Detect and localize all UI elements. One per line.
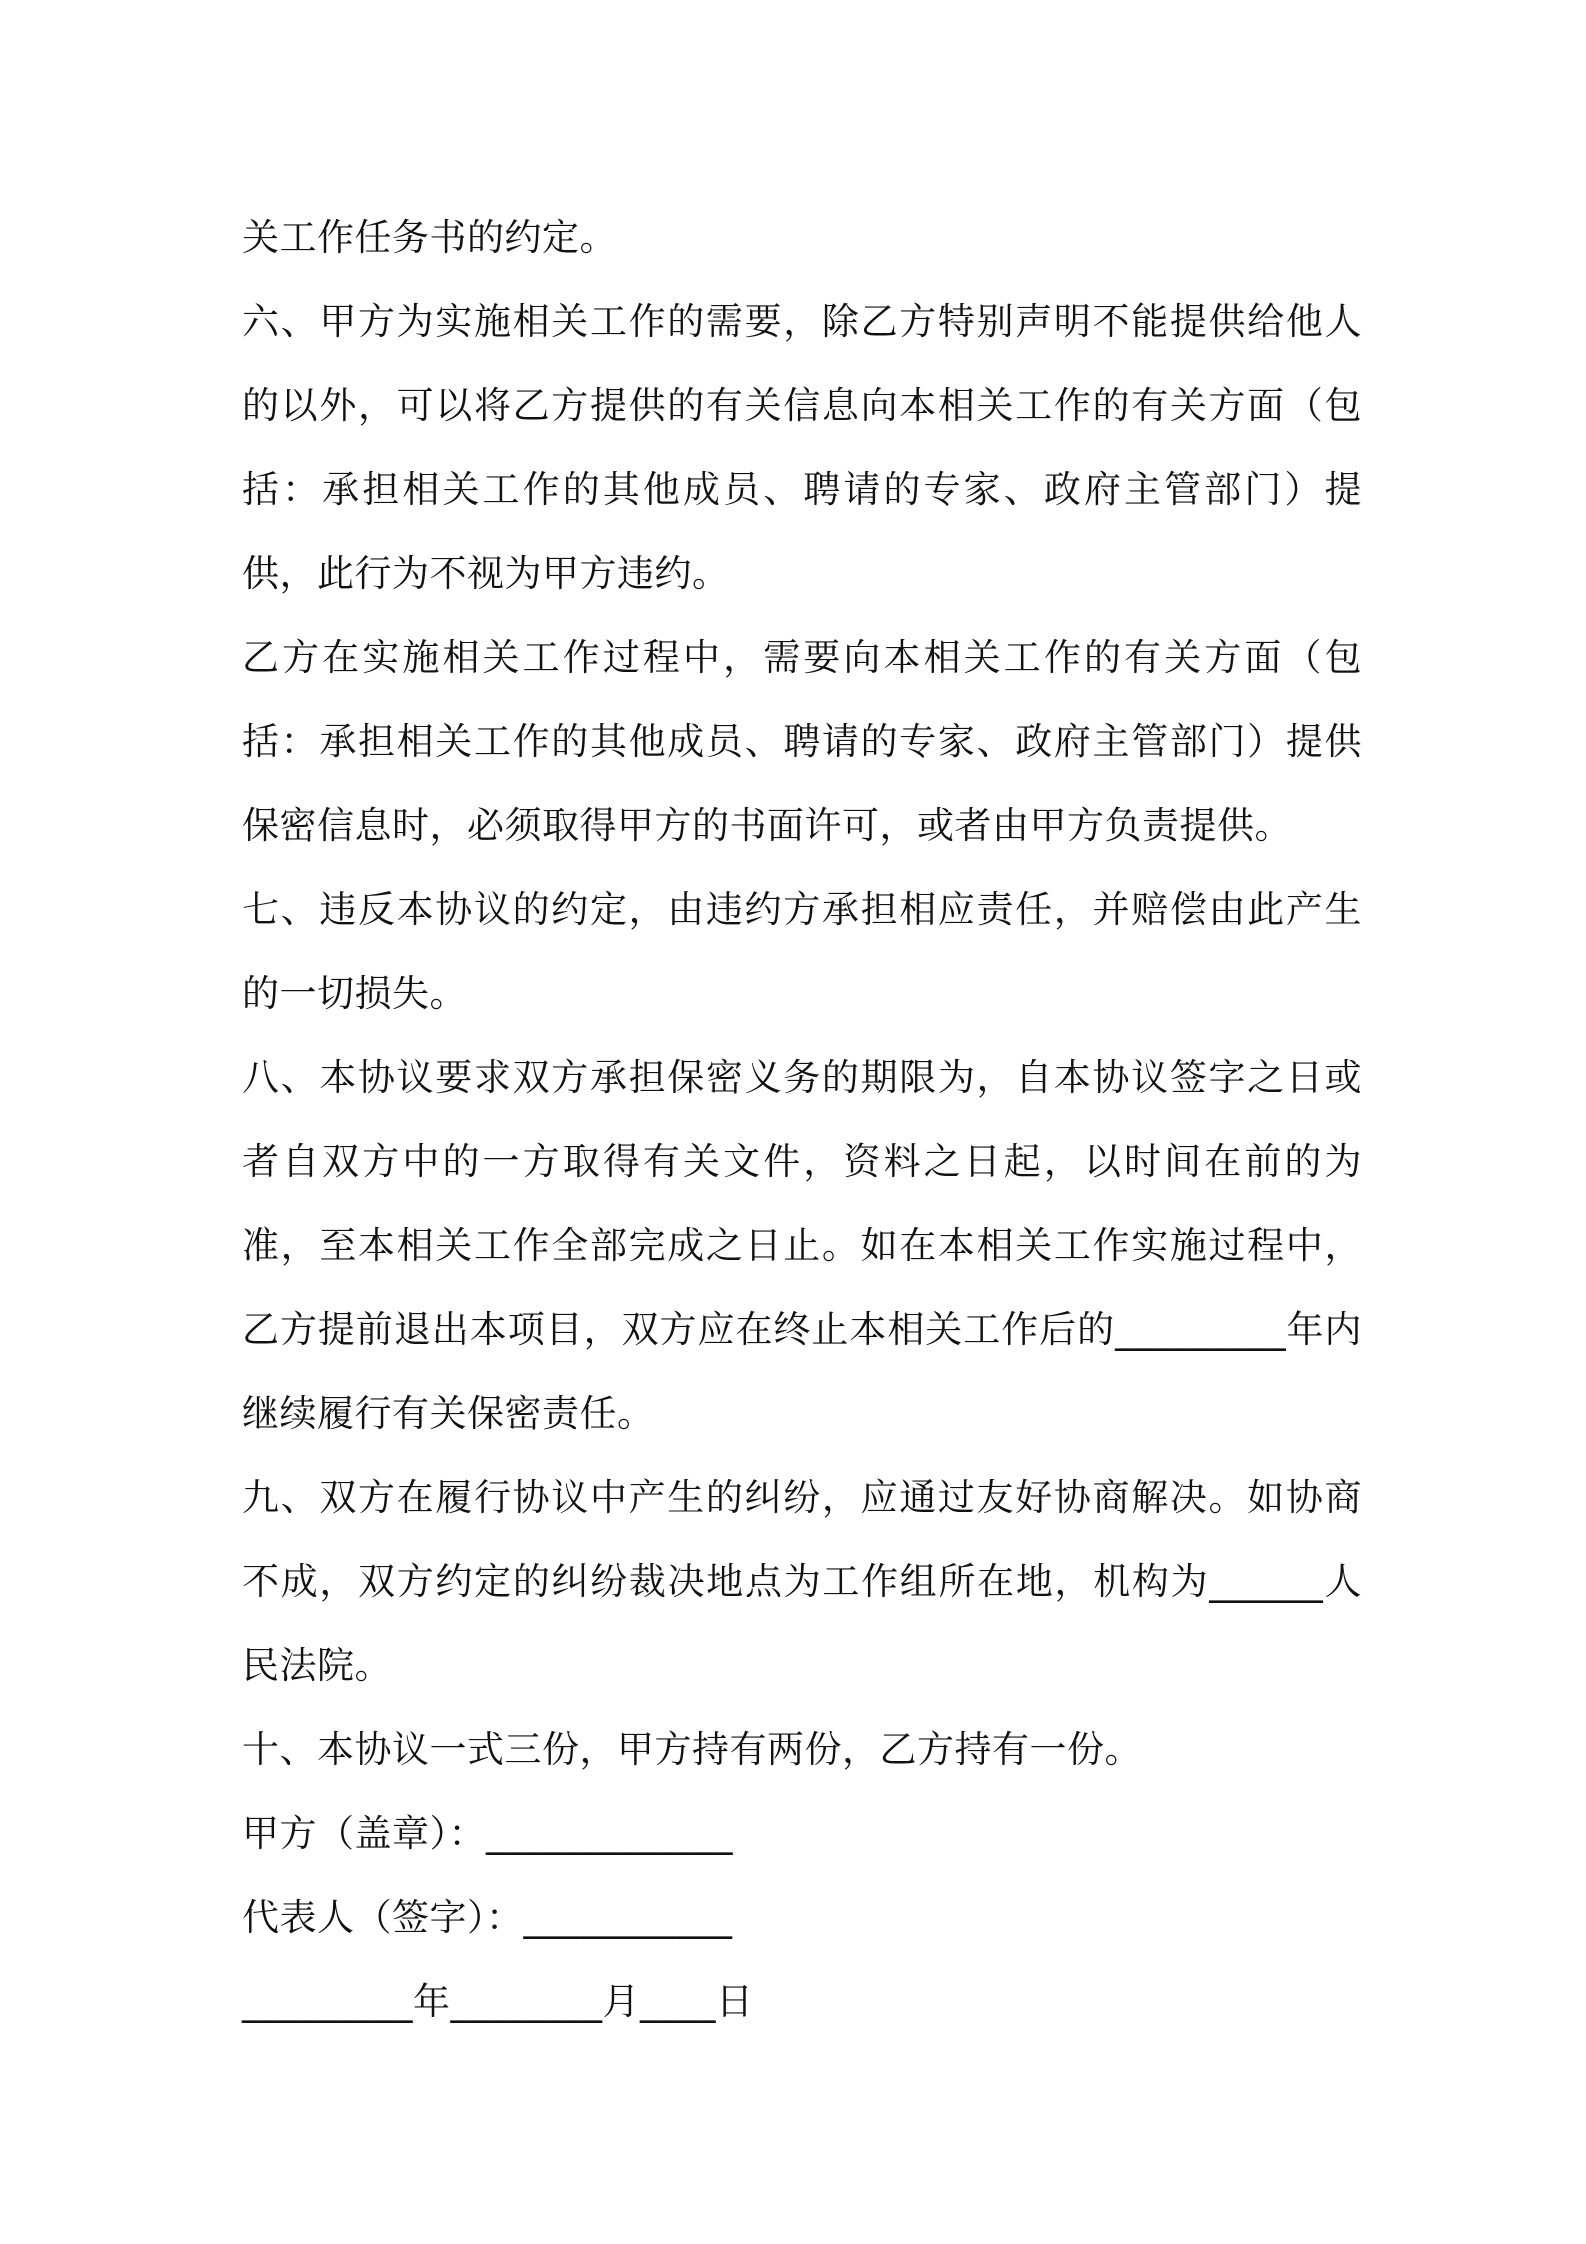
document-body xyxy=(242,196,1362,2044)
party-a-seal-line: 甲方（盖章）：_____________ xyxy=(242,1812,733,1855)
paragraph-continuation: 关工作任务书的约定。 xyxy=(242,216,617,259)
clause-ten: 十、本协议一式三份，甲方持有两份，乙方持有一份。 xyxy=(242,1728,1142,1771)
clause-eight: 八、本协议要求双方承担保密义务的期限为，自本协议签字之日或者自双方中的一方取得有关文件，资料之日起，以时间在前的为准，至本相关工作全部完成之日止。如在本相关工作实施过程中，乙方提前退出本项目，双方应在终止本相关工作后的_________年内继续履行有关保密责任。 xyxy=(242,1056,1362,1435)
clause-nine: 九、双方在履行协议中产生的纠纷，应通过友好协商解决。如协商不成，双方约定的纠纷裁决地点为工作组所在地，机构为______人民法院。 xyxy=(242,1476,1362,1687)
representative-signature-line: 代表人（签字）：___________ xyxy=(242,1896,733,1939)
signature-date-line: _________年________月____日 xyxy=(242,1980,754,2023)
clause-six: 六、甲方为实施相关工作的需要，除乙方特别声明不能提供给他人的以外，可以将乙方提供的有关信息向本相关工作的有关方面（包括：承担相关工作的其他成员、聘请的专家、政府主管部门）提供，此行为不视为甲方违约。 xyxy=(242,300,1362,595)
clause-six-supplement: 乙方在实施相关工作过程中，需要向本相关工作的有关方面（包括：承担相关工作的其他成员、聘请的专家、政府主管部门）提供保密信息时，必须取得甲方的书面许可，或者由甲方负责提供。 xyxy=(242,636,1362,847)
clause-seven: 七、违反本协议的约定，由违约方承担相应责任，并赔偿由此产生的一切损失。 xyxy=(242,888,1362,1015)
